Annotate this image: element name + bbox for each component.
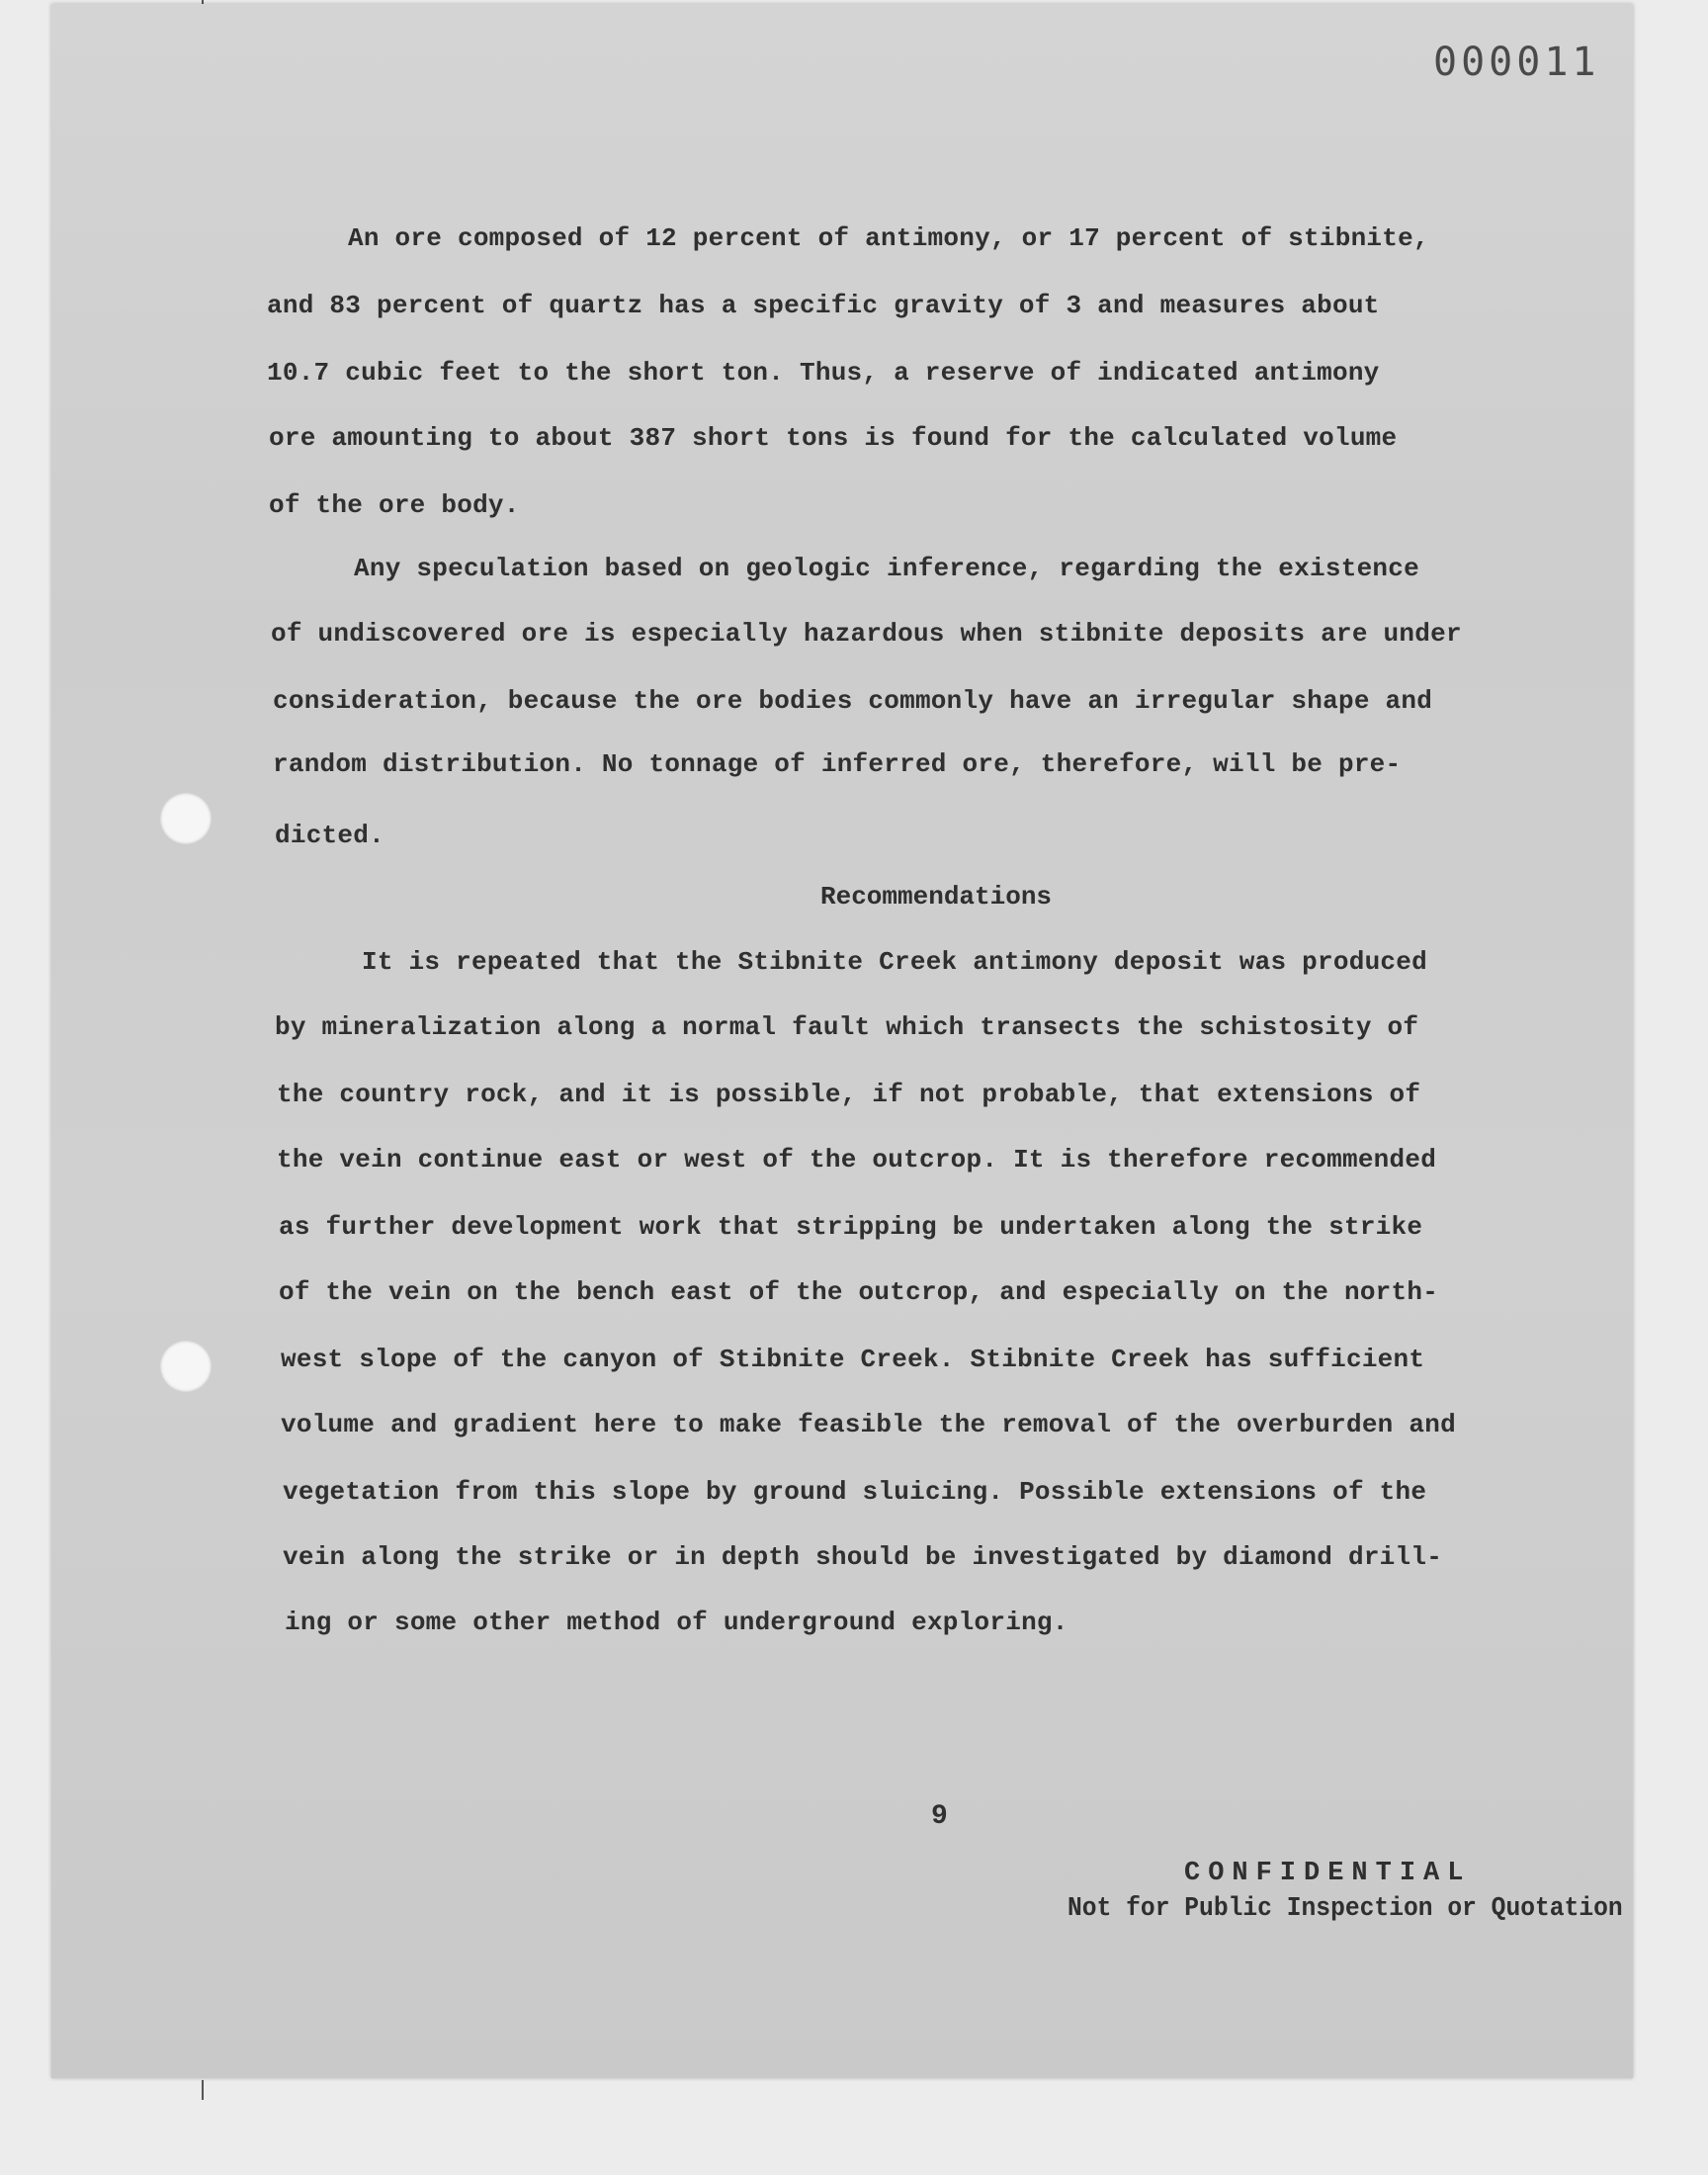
paragraph-line: of undiscovered ore is especially hazardous when stibnite deposits are under: [271, 619, 1462, 649]
punch-hole: [160, 1341, 212, 1392]
edge-tick-mark: [202, 2080, 204, 2100]
paragraph-line: vein along the strike or in depth should be investigated by diamond drill-: [283, 1542, 1443, 1572]
paragraph-line: Any speculation based on geologic inference, regarding the existence: [354, 554, 1419, 583]
paragraph-line: ore amounting to about 387 short tons is found for the calculated volume: [269, 423, 1398, 453]
punch-hole: [160, 793, 212, 844]
paragraph-line: of the ore body.: [269, 490, 520, 520]
paragraph-line: consideration, because the ore bodies commonly have an irregular shape and: [273, 686, 1433, 716]
paragraph-line: volume and gradient here to make feasible the removal of the overburden and: [281, 1410, 1456, 1439]
page-id-stamp: 000011: [1433, 40, 1600, 85]
document-page: [51, 4, 1633, 2078]
confidential-title: CONFIDENTIAL: [1184, 1859, 1472, 1888]
paragraph-line: the vein continue east or west of the outcrop. It is therefore recommended: [277, 1145, 1437, 1174]
paragraph-line: random distribution. No tonnage of inferred ore, therefore, will be pre-: [273, 749, 1402, 779]
paragraph-line: ing or some other method of underground exploring.: [285, 1608, 1068, 1637]
paragraph-line: An ore composed of 12 percent of antimony, or 17 percent of stibnite,: [348, 223, 1429, 253]
paragraph-line: by mineralization along a normal fault which transects the schistosity of: [275, 1012, 1419, 1042]
paragraph-line: west slope of the canyon of Stibnite Creek. Stibnite Creek has sufficient: [281, 1345, 1425, 1374]
section-heading: Recommendations: [820, 882, 1053, 912]
page-number: 9: [931, 1801, 948, 1832]
paragraph-line: 10.7 cubic feet to the short ton. Thus, a reserve of indicated antimony: [267, 358, 1380, 388]
paragraph-line: as further development work that stripping be undertaken along the strike: [279, 1212, 1423, 1242]
paragraph-line: the country rock, and it is possible, if not probable, that extensions of: [277, 1080, 1421, 1109]
paragraph-line: vegetation from this slope by ground sluicing. Possible extensions of the: [283, 1477, 1427, 1507]
confidential-notice: Not for Public Inspection or Quotation: [1068, 1894, 1623, 1924]
paragraph-line: dicted.: [275, 821, 384, 850]
paragraph-line: and 83 percent of quartz has a specific gravity of 3 and measures about: [267, 291, 1380, 320]
paragraph-line: It is repeated that the Stibnite Creek antimony deposit was produced: [362, 947, 1427, 977]
paragraph-line: of the vein on the bench east of the outcrop, and especially on the north-: [279, 1277, 1439, 1307]
